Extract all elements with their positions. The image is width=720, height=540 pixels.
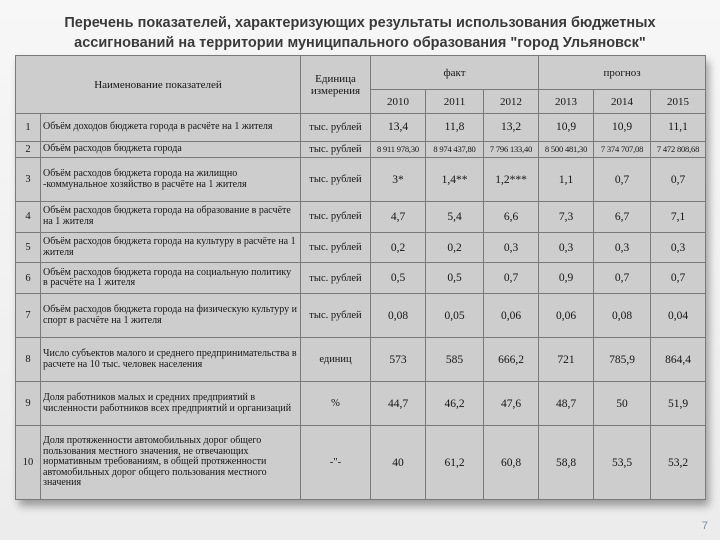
indicator-name: Доля протяженности автомобильных дорог общего пользования местного значения, не отвечающих нормативным требованиям, в общей протяженности автомобильных дорог общего пользования местного значения [41,426,301,500]
indicator-name: Объём расходов бюджета города на образование в расчёте на 1 жителя [41,202,301,233]
value-cell: 0,2 [426,232,484,263]
indicator-unit: -"- [301,426,371,500]
table-row [16,202,706,233]
indicator-name: Объём расходов бюджета города на жилищно -коммунальное хозяйство в расчёте на 1 жителя [41,158,301,202]
indicator-name: Объём расходов бюджета города на физическую культуру и спорт в расчёте на 1 жителя [41,294,301,338]
value-cell: 0,06 [539,294,594,338]
table-row [16,426,706,500]
page-title [40,13,680,53]
indicators-table [15,55,706,500]
header-unit-col: Единица измерения [301,56,371,114]
row-number: 3 [16,158,41,202]
value-cell: 0,06 [484,294,539,338]
value-cell: 53,2 [651,426,706,500]
value-cell: 1,2*** [484,158,539,202]
value-cell: 0,3 [594,232,651,263]
value-cell: 4,7 [371,202,426,233]
row-number: 8 [16,338,41,382]
value-cell: 48,7 [539,382,594,426]
value-cell: 0,08 [371,294,426,338]
table-row [16,382,706,426]
indicator-name: Число субъектов малого и среднего предпринимательства в расчете на 10 тыс. человек населения [41,338,301,382]
value-cell: 13,4 [371,114,426,142]
value-cell: 3* [371,158,426,202]
indicators-table-frame [15,55,705,500]
value-cell: 0,2 [371,232,426,263]
value-cell: 666,2 [484,338,539,382]
value-cell: 6,7 [594,202,651,233]
page-number: 7 [701,520,708,532]
indicator-name: Объём расходов бюджета города на социальную политику в расчёте на 1 жителя [41,263,301,294]
value-cell: 60,8 [484,426,539,500]
value-cell: 0,5 [426,263,484,294]
value-cell: 46,2 [426,382,484,426]
value-cell: 0,9 [539,263,594,294]
value-cell: 0,5 [371,263,426,294]
value-cell: 7,3 [539,202,594,233]
value-cell: 573 [371,338,426,382]
value-cell: 51,9 [651,382,706,426]
value-cell: 864,4 [651,338,706,382]
indicator-name: Объём расходов бюджета города на культуру в расчёте на 1 жителя [41,232,301,263]
value-cell: 0,7 [594,158,651,202]
value-cell: 0,3 [651,232,706,263]
row-number: 4 [16,202,41,233]
value-cell: 58,8 [539,426,594,500]
value-cell: 1,1 [539,158,594,202]
table-row [16,294,706,338]
value-cell: 0,05 [426,294,484,338]
value-cell: 0,7 [484,263,539,294]
table-row [16,338,706,382]
header-year: 2013 [539,90,594,114]
value-cell: 5,4 [426,202,484,233]
value-cell: 785,9 [594,338,651,382]
value-cell: 47,6 [484,382,539,426]
title-line-2: ассигнований на территории муниципального образования "город Ульяновск" [74,35,646,51]
value-cell: 0,08 [594,294,651,338]
value-cell: 50 [594,382,651,426]
table-row [16,263,706,294]
value-cell: 11,1 [651,114,706,142]
value-cell: 0,7 [594,263,651,294]
value-cell: 6,6 [484,202,539,233]
indicator-unit: тыс. рублей [301,232,371,263]
value-cell: 8 974 437,80 [426,141,484,157]
value-cell: 0,7 [651,263,706,294]
value-cell: 13,2 [484,114,539,142]
table-row [16,158,706,202]
value-cell: 10,9 [594,114,651,142]
value-cell: 585 [426,338,484,382]
row-number: 2 [16,141,41,157]
row-number: 10 [16,426,41,500]
indicator-unit: тыс. рублей [301,141,371,157]
value-cell: 8 911 978,30 [371,141,426,157]
row-number: 6 [16,263,41,294]
value-cell: 40 [371,426,426,500]
table-row [16,114,706,142]
value-cell: 0,3 [539,232,594,263]
title-line-1: Перечень показателей, характеризующих результаты использования бюджетных [64,15,656,31]
row-number: 9 [16,382,41,426]
table-row [16,141,706,157]
value-cell: 1,4** [426,158,484,202]
indicator-unit: тыс. рублей [301,263,371,294]
value-cell: 10,9 [539,114,594,142]
header-year: 2014 [594,90,651,114]
indicator-unit: тыс. рублей [301,294,371,338]
value-cell: 0,04 [651,294,706,338]
value-cell: 11,8 [426,114,484,142]
value-cell: 721 [539,338,594,382]
value-cell: 7,1 [651,202,706,233]
header-year: 2015 [651,90,706,114]
value-cell: 7 796 133,40 [484,141,539,157]
value-cell: 7 472 808,68 [651,141,706,157]
header-year: 2011 [426,90,484,114]
indicator-unit: тыс. рублей [301,158,371,202]
indicator-name: Объём расходов бюджета города [41,141,301,157]
indicator-name: Доля работников малых и средних предприятий в численности работников всех предприятий и организаций [41,382,301,426]
row-number: 7 [16,294,41,338]
value-cell: 0,3 [484,232,539,263]
indicator-unit: % [301,382,371,426]
value-cell: 8 500 481,30 [539,141,594,157]
header-name-col: Наименование показателей [16,56,301,114]
header-forecast: прогноз [539,56,706,90]
value-cell: 7 374 707,08 [594,141,651,157]
value-cell: 0,7 [651,158,706,202]
value-cell: 61,2 [426,426,484,500]
table-row [16,232,706,263]
value-cell: 53,5 [594,426,651,500]
indicator-unit: тыс. рублей [301,114,371,142]
indicator-unit: единиц [301,338,371,382]
header-year: 2012 [484,90,539,114]
header-fact: факт [371,56,539,90]
row-number: 1 [16,114,41,142]
header-year: 2010 [371,90,426,114]
row-number: 5 [16,232,41,263]
value-cell: 44,7 [371,382,426,426]
indicator-unit: тыс. рублей [301,202,371,233]
indicator-name: Объём доходов бюджета города в расчёте на 1 жителя [41,114,301,142]
